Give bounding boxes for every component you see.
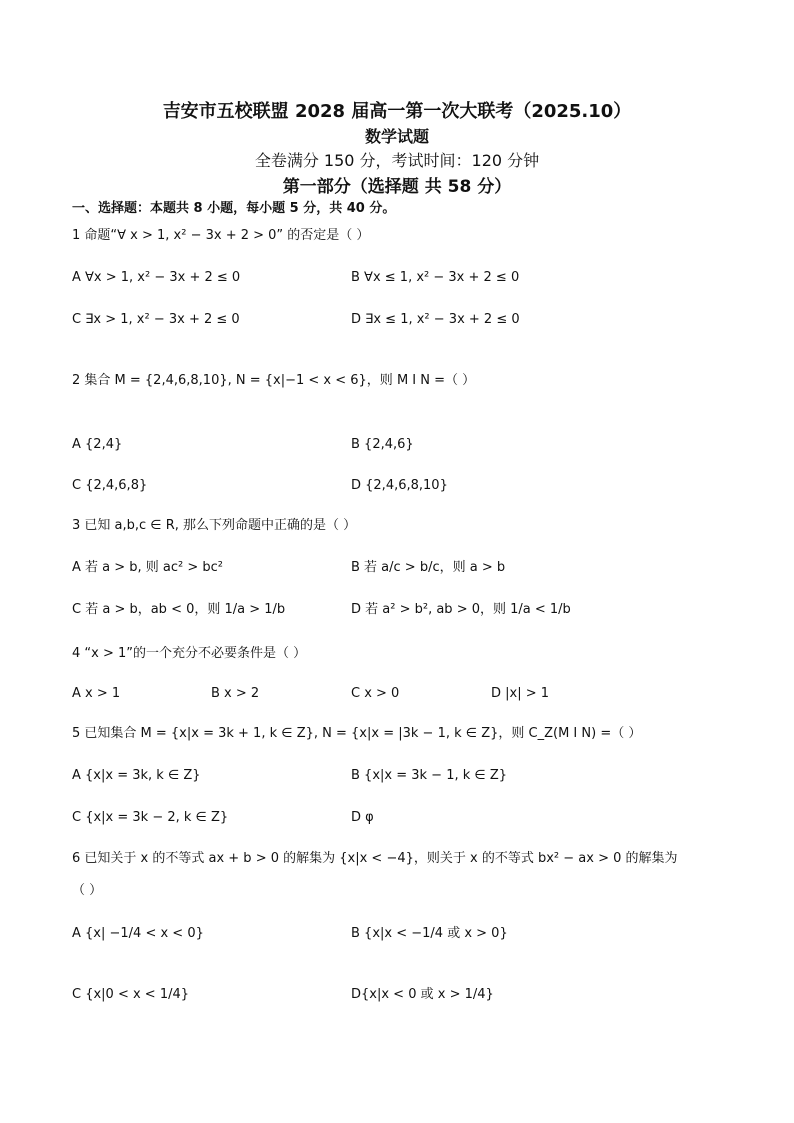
question-1-option-b: B ∀x ≤ 1, x² − 3x + 2 ≤ 0 [351,270,520,285]
question-3-stem: 3 已知 a,b,c ∈ R, 那么下列命题中正确的是（ ） [72,518,357,533]
question-2-option-c: C {2,4,6,8} [72,478,148,493]
question-1-option-a: A ∀x > 1, x² − 3x + 2 ≤ 0 [72,270,241,285]
question-4-option-a: A x > 1 [72,686,121,701]
question-5-option-d: D φ [351,810,374,825]
question-6-option-a: A {x| −1/4 < x < 0} [72,926,204,941]
question-2-option-a: A {2,4} [72,437,123,452]
question-5-option-c: C {x|x = 3k − 2, k ∈ Z} [72,810,229,825]
question-6-option-d: D{x|x < 0 或 x > 1/4} [351,987,494,1002]
question-4-stem: 4 “x > 1”的一个充分不必要条件是（ ） [72,646,307,661]
section-heading: 一、选择题：本题共 8 小题，每小题 5 分，共 40 分。 [72,201,396,216]
exam-title: 吉安市五校联盟 2028 届高一第一次大联考（2025.10） [162,101,632,122]
question-3-option-c: C 若 a > b，ab < 0，则 1/a > 1/b [72,602,286,617]
question-2-option-d: D {2,4,6,8,10} [351,478,448,493]
question-6-stem: 6 已知关于 x 的不等式 ax + b > 0 的解集为 {x|x < −4}，则关于 x 的不等式 bx² − ax > 0 的解集为 [72,851,678,866]
question-6-option-c: C {x|0 < x < 1/4} [72,987,190,1002]
question-5-option-b: B {x|x = 3k − 1, k ∈ Z} [351,768,508,783]
question-5-option-a: A {x|x = 3k, k ∈ Z} [72,768,201,783]
question-4-option-c: C x > 0 [351,686,400,701]
question-6-stem-cont: （ ） [72,883,103,898]
question-1-option-d: D ∃x ≤ 1, x² − 3x + 2 ≤ 0 [351,312,520,327]
exam-info: 全卷满分 150 分，考试时间：120 分钟 [254,151,540,170]
question-3-option-b: B 若 a/c > b/c，则 a > b [351,560,506,575]
question-3-option-d: D 若 a² > b², ab > 0，则 1/a < 1/b [351,602,571,617]
subject-title: 数学试题 [364,127,429,146]
question-3-option-a: A 若 a > b, 则 ac² > bc² [72,560,224,575]
question-1-stem: 1 命题“∀ x > 1, x² − 3x + 2 > 0” 的否定是（ ） [72,228,370,243]
question-2-stem: 2 集合 M = {2,4,6,8,10}, N = {x|−1 < x < 6}，则 M I N =（ ） [72,373,476,388]
part-title: 第一部分（选择题 共 58 分） [282,177,512,197]
question-2-option-b: B {2,4,6} [351,437,414,452]
question-1-option-c: C ∃x > 1, x² − 3x + 2 ≤ 0 [72,312,240,327]
question-4-option-d: D |x| > 1 [491,686,550,701]
question-5-stem: 5 已知集合 M = {x|x = 3k + 1, k ∈ Z}, N = {x|x = |3k − 1, k ∈ Z}，则 C_Z(M I N) =（ ） [72,726,642,741]
question-4-option-b: B x > 2 [211,686,260,701]
question-6-option-b: B {x|x < −1/4 或 x > 0} [351,926,508,941]
